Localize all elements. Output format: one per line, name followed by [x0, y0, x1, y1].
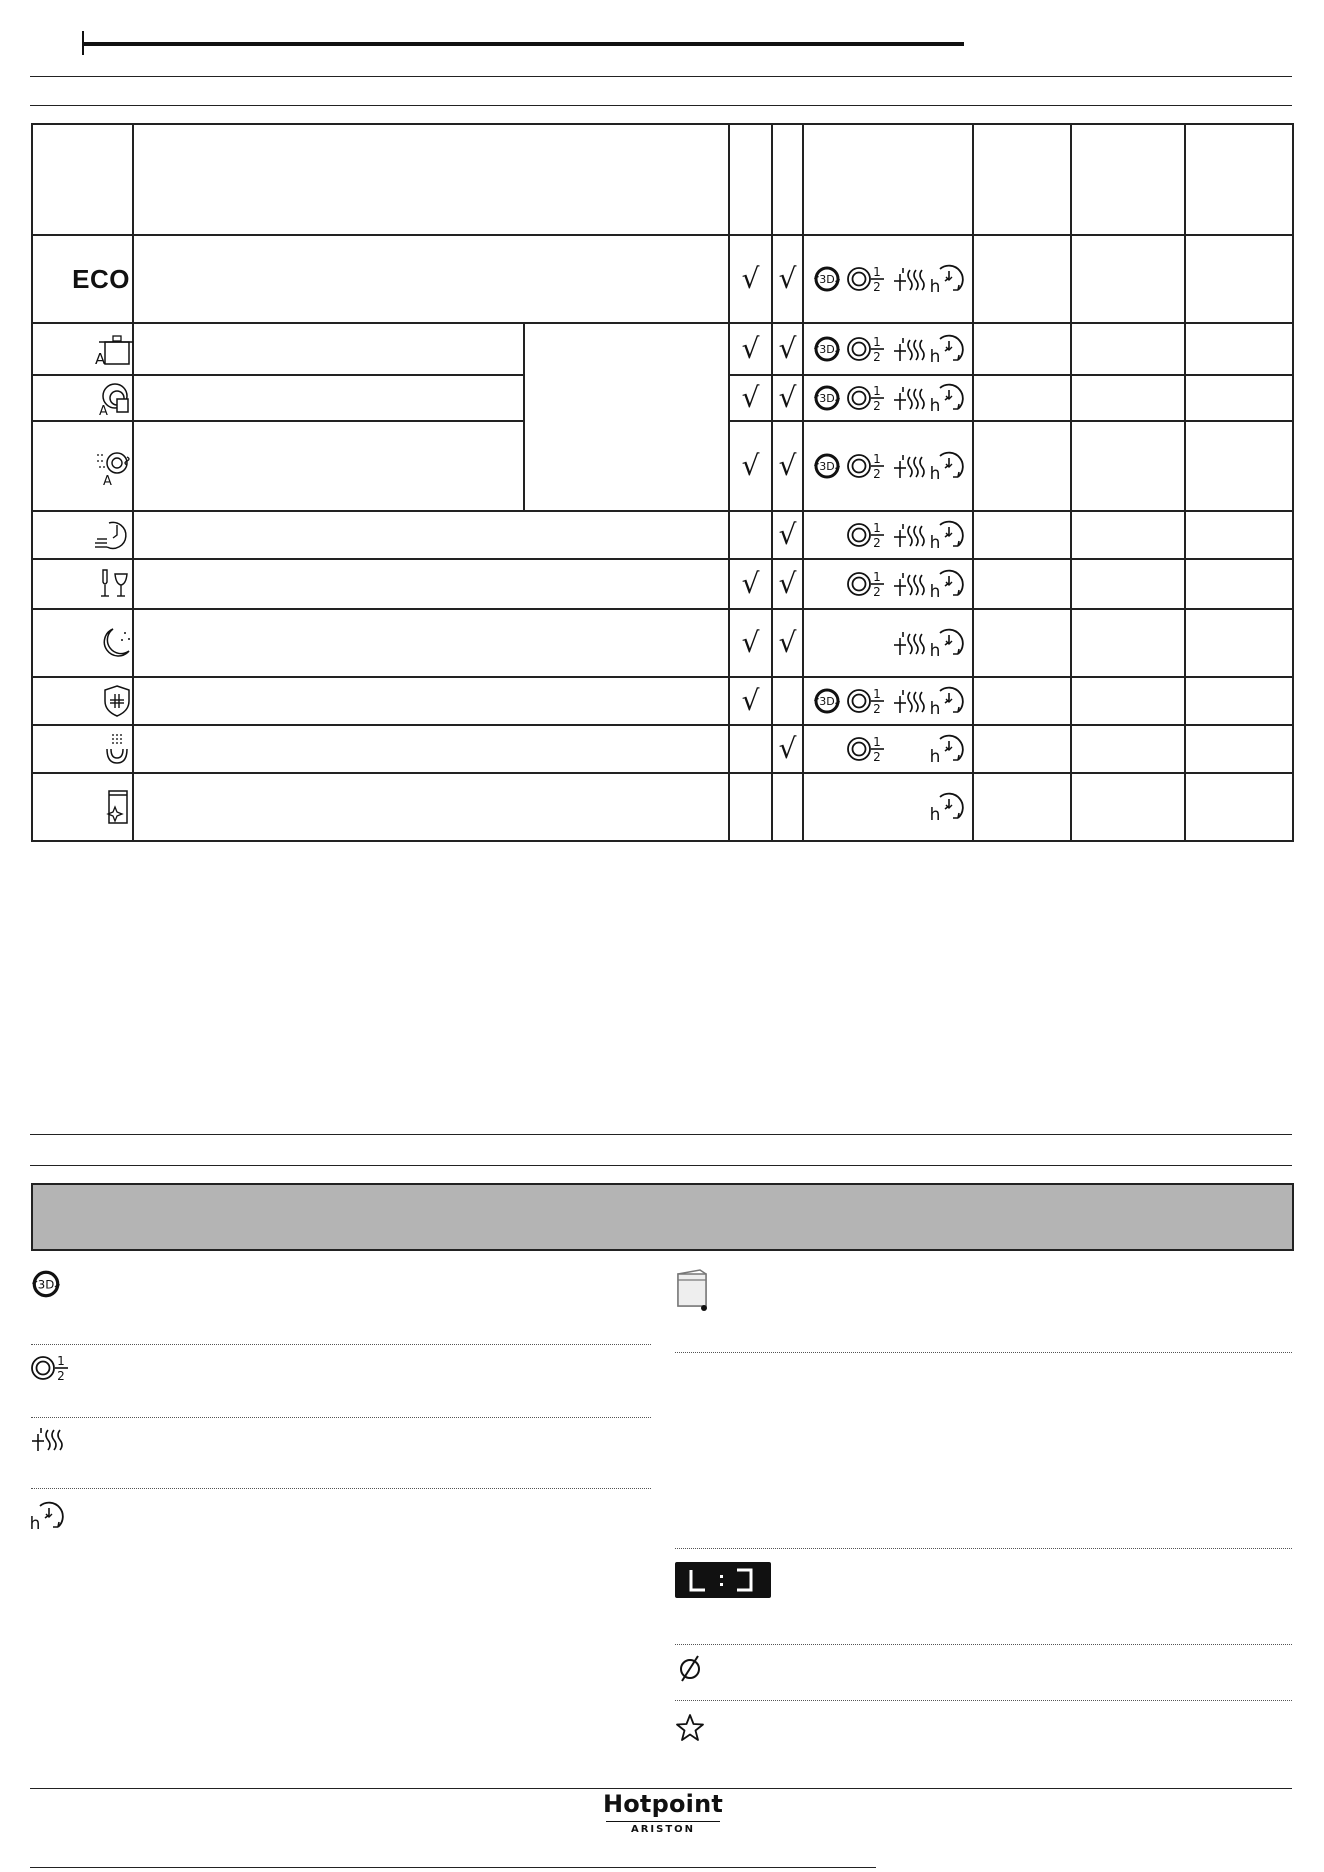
check-cell [772, 677, 803, 725]
check-cell: √ [729, 559, 772, 609]
self-clean-icon [32, 773, 133, 841]
crystal-glasses-icon [32, 559, 133, 609]
options-icons [804, 567, 968, 601]
options-icons [804, 332, 968, 366]
empty-cell [1185, 421, 1293, 511]
empty-cell [1185, 323, 1293, 375]
empty-cell [1071, 511, 1185, 559]
description-cell [133, 677, 729, 725]
options-cell [803, 323, 973, 375]
check-cell: √ [729, 323, 772, 375]
description-cell [133, 609, 729, 677]
table-row [32, 559, 1293, 609]
3d-zone-wash-icon [30, 1268, 62, 1300]
table-row [32, 677, 1293, 725]
header-cell [1185, 124, 1293, 235]
header-cell [973, 124, 1071, 235]
empty-cell [1185, 609, 1293, 677]
empty-cell [973, 511, 1071, 559]
options-cell [803, 609, 973, 677]
table-row [32, 511, 1293, 559]
header-cell [1071, 124, 1185, 235]
empty-cell [973, 559, 1071, 609]
check-cell: √ [729, 609, 772, 677]
check-cell: √ [772, 559, 803, 609]
table-row [32, 609, 1293, 677]
empty-cell [1071, 677, 1185, 725]
legend-separator [675, 1644, 1292, 1645]
options-cell [803, 235, 973, 323]
description-cell [133, 421, 524, 511]
brand-name: Hotpoint [602, 1790, 724, 1818]
check-cell: √ [772, 421, 803, 511]
auto-delicate-icon [32, 421, 133, 511]
eco-label: ECO [32, 235, 133, 323]
options-cell [803, 375, 973, 421]
table-row [32, 725, 1293, 773]
options-icons [804, 626, 968, 660]
auto-intensive-icon [32, 323, 133, 375]
sanitize-shield-icon [32, 677, 133, 725]
description-cell [133, 725, 729, 773]
legend-separator [31, 1417, 651, 1418]
empty-cell [1071, 773, 1185, 841]
description-cell [133, 559, 729, 609]
check-cell: √ [729, 375, 772, 421]
header-rule [82, 42, 964, 46]
no-option-icon [676, 1652, 704, 1684]
table-row [32, 235, 1293, 323]
options-icons [804, 449, 968, 483]
description-cell [133, 323, 524, 375]
description-cell [133, 235, 729, 323]
legend-separator [31, 1344, 651, 1345]
table-header-row [32, 124, 1293, 235]
divider-mid-1 [30, 1134, 1292, 1135]
options-icons [804, 262, 968, 296]
dishwasher-icon [674, 1268, 710, 1312]
footer-divider [30, 1788, 1292, 1789]
options-icons [804, 732, 968, 766]
empty-cell [1185, 375, 1293, 421]
empty-cell [973, 375, 1071, 421]
options-cell [803, 421, 973, 511]
daily-60-icon [32, 511, 133, 559]
empty-cell [1185, 725, 1293, 773]
check-cell [772, 773, 803, 841]
options-cell [803, 773, 973, 841]
brand-logo [600, 1790, 726, 1835]
legend-separator [31, 1488, 651, 1489]
rinse-soak-icon [32, 725, 133, 773]
brand-sub: ARISTON [630, 1824, 696, 1835]
header-cell [803, 124, 973, 235]
check-cell: √ [729, 235, 772, 323]
divider-top-2 [30, 105, 1292, 106]
empty-cell [1071, 375, 1185, 421]
empty-cell [973, 323, 1071, 375]
empty-cell [973, 421, 1071, 511]
empty-cell [973, 725, 1071, 773]
options-icons [804, 684, 968, 718]
options-icons [804, 518, 968, 552]
description-cell [133, 511, 729, 559]
svg-text:A: A [95, 350, 106, 368]
empty-cell [1071, 323, 1185, 375]
check-cell: √ [772, 609, 803, 677]
empty-cell [1185, 511, 1293, 559]
empty-cell [1071, 559, 1185, 609]
divider-top-1 [30, 76, 1292, 77]
options-cell [803, 725, 973, 773]
empty-cell [1071, 235, 1185, 323]
check-cell: √ [772, 511, 803, 559]
empty-cell [1185, 677, 1293, 725]
auto-normal-icon [32, 375, 133, 421]
options-icons [804, 790, 968, 824]
table-row [32, 773, 1293, 841]
empty-cell [1071, 725, 1185, 773]
check-cell: √ [772, 235, 803, 323]
svg-text:A: A [103, 474, 112, 489]
programs-table [31, 123, 1294, 842]
half-load-icon [30, 1353, 70, 1383]
legend-separator [675, 1352, 1292, 1353]
description-cell [133, 773, 729, 841]
merged-cell [524, 323, 729, 511]
header-cell [772, 124, 803, 235]
check-cell [729, 725, 772, 773]
header-cell [32, 124, 133, 235]
star-icon [674, 1712, 706, 1744]
extra-dry-icon [30, 1424, 64, 1454]
options-icons [804, 381, 968, 415]
empty-cell [1185, 773, 1293, 841]
check-cell: √ [772, 323, 803, 375]
delay-start-icon [28, 1501, 64, 1531]
empty-cell [1185, 235, 1293, 323]
legend-separator [675, 1700, 1292, 1701]
empty-cell [973, 609, 1071, 677]
check-cell: √ [729, 677, 772, 725]
header-cell [729, 124, 772, 235]
bottom-rule [30, 1867, 876, 1868]
empty-cell [1071, 421, 1185, 511]
options-cell [803, 511, 973, 559]
night-icon [32, 609, 133, 677]
options-header-bar [31, 1183, 1294, 1251]
svg-text:A: A [99, 404, 108, 419]
legend-separator [675, 1548, 1292, 1549]
empty-cell [973, 235, 1071, 323]
options-cell [803, 559, 973, 609]
check-cell: √ [729, 421, 772, 511]
lcd-display-icon [675, 1562, 771, 1598]
empty-cell [1071, 609, 1185, 677]
header-cell [133, 124, 729, 235]
check-cell: √ [772, 725, 803, 773]
check-cell [729, 773, 772, 841]
empty-cell [1185, 559, 1293, 609]
table-row [32, 323, 1293, 375]
empty-cell [973, 773, 1071, 841]
check-cell: √ [772, 375, 803, 421]
divider-mid-2 [30, 1165, 1292, 1166]
description-cell [133, 375, 524, 421]
check-cell [729, 511, 772, 559]
options-cell [803, 677, 973, 725]
empty-cell [973, 677, 1071, 725]
